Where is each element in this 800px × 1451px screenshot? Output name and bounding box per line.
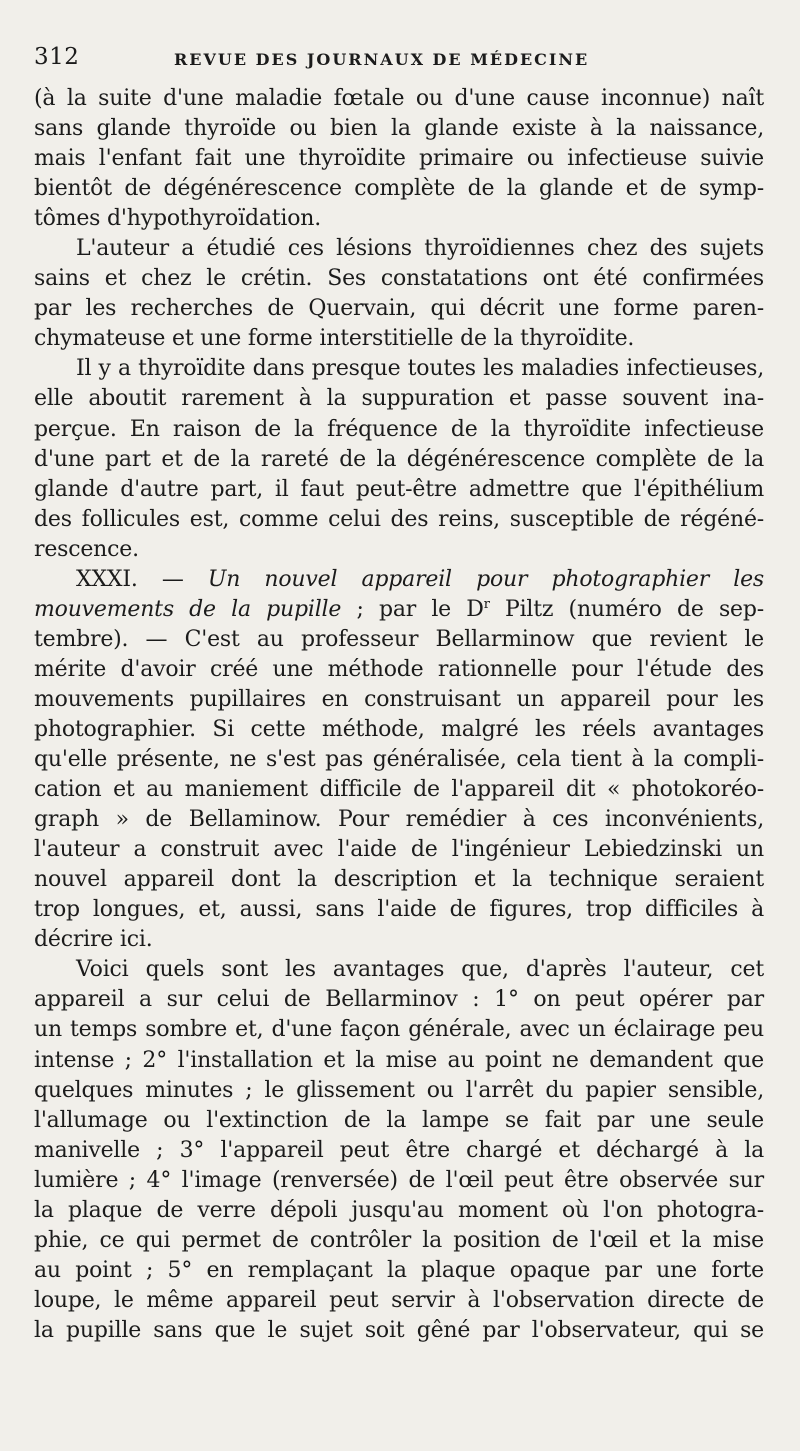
text-line: au point ; 5° en remplaçant la plaque opaque par une forte — [34, 1257, 764, 1283]
section-heading-line — [34, 565, 764, 595]
text-line: lumière ; 4° l'image (renversée) de l'œil peut être observée sur — [34, 1167, 764, 1193]
article-title-cont: mouvements de la pupille — [34, 596, 342, 622]
text-line: mais l'enfant fait une thyroïdite primaire ou infectieuse suivie — [34, 146, 764, 172]
text-line: cation et au maniement difficile de l'appareil dit « photokoréo- — [34, 777, 764, 803]
paragraph-start-line: Il y a thyroïdite dans presque toutes les maladies infectieuses, — [76, 356, 764, 382]
page-header — [34, 44, 764, 74]
paragraph-start-line: Voici quels sont les avantages que, d'après l'auteur, cet — [76, 957, 764, 983]
text-line: appareil a sur celui de Bellarminov : 1° on peut opérer par — [34, 987, 764, 1013]
text-line: intense ; 2° l'installation et la mise au point ne demandent que — [34, 1047, 764, 1073]
text-line: qu'elle présente, ne s'est pas généralisée, cela tient à la compli- — [34, 747, 764, 773]
author-prefix: ; par le D — [341, 596, 484, 622]
text-line: décrire ici. — [34, 927, 153, 953]
text-line: tômes d'hypothyroïdation. — [34, 206, 322, 232]
text-line: (à la suite d'une maladie fœtale ou d'une cause inconnue) naît — [34, 86, 764, 111]
text-line: par les recherches de Quervain, qui décrit une forme paren- — [34, 296, 764, 322]
text-line: phie, ce qui permet de contrôler la position de l'œil et la mise — [34, 1227, 764, 1253]
text-line: rescence. — [34, 536, 139, 562]
text-line: l'allumage ou l'extinction de la lampe se fait par une seule — [34, 1107, 764, 1133]
article-title: Un nouvel appareil pour photographier les — [207, 566, 764, 592]
text-line: bientôt de dégénérescence complète de la glande et de symp- — [34, 176, 764, 202]
text-line: chymateuse et une forme interstitielle de la thyroïdite. — [34, 326, 635, 352]
text-line: graph » de Bellaminow. Pour remédier à ces inconvénients, — [34, 807, 764, 833]
text-line: tembre). — C'est au professeur Bellarminow que revient le — [34, 626, 764, 652]
paragraph-start-line: L'auteur a étudié ces lésions thyroïdiennes chez des sujets — [76, 236, 764, 262]
superscript: r — [483, 596, 490, 612]
text-line: quelques minutes ; le glissement ou l'arrêt du papier sensible, — [34, 1077, 764, 1103]
page-number: 312 — [34, 44, 80, 70]
text-line: sans glande thyroïde ou bien la glande existe à la naissance, — [34, 116, 764, 142]
text-line: des follicules est, comme celui des reins, susceptible de régéné- — [34, 506, 764, 532]
article-body — [34, 84, 764, 1346]
text-line: sains et chez le crétin. Ses constatations ont été confirmées — [34, 266, 764, 292]
text-line: mérite d'avoir créé une méthode rationnelle pour l'étude des — [34, 656, 764, 682]
text-line: manivelle ; 3° l'appareil peut être chargé et déchargé à la — [34, 1137, 764, 1163]
text-line: elle aboutit rarement à la suppuration et passe souvent ina- — [34, 386, 764, 412]
text-line: la pupille sans que le sujet soit gêné par l'observateur, qui se — [34, 1317, 764, 1343]
text-line: l'auteur a construit avec l'aide de l'ingénieur Lebiedzinski un — [34, 837, 764, 863]
text-line: nouvel appareil dont la description et la technique seraient — [34, 867, 764, 893]
text-line: trop longues, et, aussi, sans l'aide de figures, trop difficiles à — [34, 897, 764, 923]
section-number: XXXI. — — [76, 566, 208, 592]
text-line: d'une part et de la rareté de la dégénérescence complète de la — [34, 446, 764, 472]
text-line: perçue. En raison de la fréquence de la thyroïdite infectieuse — [34, 416, 764, 442]
text-line: mouvements pupillaires en construisant un appareil pour les — [34, 686, 764, 712]
running-title: REVUE DES JOURNAUX DE MÉDECINE — [174, 50, 590, 69]
text-line: la plaque de verre dépoli jusqu'au moment où l'on photogra- — [34, 1197, 764, 1223]
text-line: loupe, le même appareil peut servir à l'observation directe de — [34, 1287, 764, 1313]
section-heading-line — [34, 595, 764, 625]
text-line: photographier. Si cette méthode, malgré les réels avantages — [34, 716, 764, 742]
author-source: Piltz (numéro de sep- — [489, 596, 764, 622]
text-line: glande d'autre part, il faut peut-être admettre que l'épithélium — [34, 476, 764, 502]
text-line: un temps sombre et, d'une façon générale, avec un éclairage peu — [34, 1017, 764, 1043]
